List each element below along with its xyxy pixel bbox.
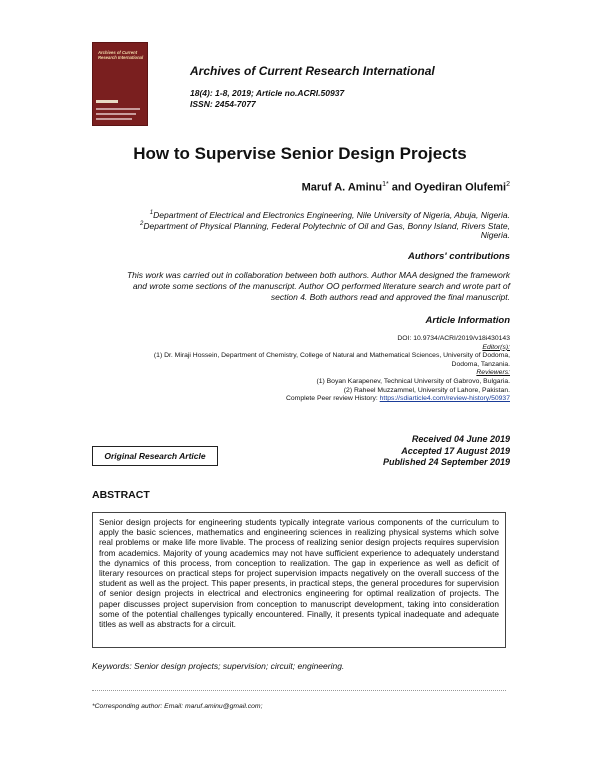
reviewers-label: Reviewers: (476, 369, 510, 377)
volume-line: 18(4): 1-8, 2019; Article no.ACRI.50937 (190, 88, 345, 98)
cover-line (96, 108, 140, 110)
affiliation-2-cont: Nigeria. (480, 230, 510, 240)
doi: DOI: 10.9734/ACRI/2019/v18i430143 (397, 335, 510, 342)
accepted-date: Accepted 17 August 2019 (401, 445, 510, 456)
editors-label: Editor(s): (482, 343, 510, 351)
journal-meta (190, 88, 344, 110)
cover-title: Archives of Current Research International (98, 50, 144, 60)
paper-title: How to Supervise Senior Design Projects (133, 144, 467, 163)
received-date: Received 04 June 2019 (411, 434, 510, 444)
author-1: Maruf A. Aminu (301, 181, 383, 194)
journal-name: Archives of Current Research International (190, 64, 435, 78)
review-history-link[interactable]: https://sdiarticle4.com/review-history/50937 (379, 395, 510, 403)
editor-1: (1) Dr. Miraji Hossein, Department of Chemistry, College of Natural and Mathematical Sciences, University of Dodoma, (153, 352, 510, 360)
abstract-text: Senior design projects for engineering students typically integrate various components of the curriculum to apply the basic sciences, mathematics and engineering sciences in realizing physical systems which solve real problems or make life more livable. The process of realizing senior design projects requires supervision from academics. Majority of young academics may not have sufficient experience to adequately understand the dynamics of this process, from conception to realization. The gap in experience as well as deficit of literary resources on practical steps for project supervision impacts negatively on the overall success of the student as well as the project. This paper presents, in practical steps, the general procedures for supervision of senior design projects in electrical and electronics engineering for optimal realization of projects. The paper discusses project supervision from conception to manuscript development, taking into consideration some of the potential challenges typically encountered. Finally, it presents typical inadequate and adequate titles as well as abstracts for a circuit. (92, 512, 506, 648)
footnote-divider (92, 690, 506, 691)
cover-band (96, 100, 118, 103)
reviewer-1: (1) Boyan Karapenev, Technical University of Gabrovo, Bulgaria. (316, 377, 510, 385)
affiliation-1: $^1$Department of Electrical and Electronics Engineering, Nile University of Nigeria, Abuja, Nigeria. (149, 209, 510, 220)
article-dates (383, 434, 510, 469)
journal-cover-thumbnail (92, 42, 148, 126)
author-line (302, 181, 510, 194)
contributions-text: This work was carried out in collaboration between both authors. Author MAA designed the framework and wrote some sections of the manuscript. Author OO performed literature search and wrote part of section 4. Both authors read and approved the final manuscript. (126, 270, 510, 302)
author-2-sup: 2 (506, 181, 510, 188)
issn-line: ISSN: 2454-7077 (190, 99, 256, 109)
contributions-heading: Authors' contributions (408, 251, 510, 262)
abstract-heading: ABSTRACT (92, 489, 150, 501)
author-2: Oyediran Olufemi (414, 181, 507, 194)
author-1-sup: 1* (382, 181, 389, 188)
keywords: Keywords: Senior design projects; supervision; circuit; engineering. (92, 661, 345, 671)
reviewer-2: (2) Raheel Muzzammel, University of Lahore, Pakistan. (343, 386, 510, 394)
corresponding-author-footnote: *Corresponding author: Email: maruf.aminu@gmail.com; (92, 703, 263, 710)
editor-1-cont: Dodoma, Tanzania. (451, 360, 510, 368)
affiliation-2: $^2$Department of Physical Planning, Federal Polytechnic of Oil and Gas, Bonny Island, Rivers State, (140, 220, 510, 231)
peer-review-history: Complete Peer review History: https://sdiarticle4.com/review-history/50937 (285, 395, 510, 403)
article-info-heading: Article Information (425, 315, 510, 326)
cover-line (96, 118, 132, 120)
article-info-block (90, 335, 510, 404)
published-date: Published 24 September 2019 (382, 457, 510, 467)
article-type-box: Original Research Article (92, 446, 218, 466)
author-and: and (388, 181, 415, 194)
cover-line (96, 113, 136, 115)
